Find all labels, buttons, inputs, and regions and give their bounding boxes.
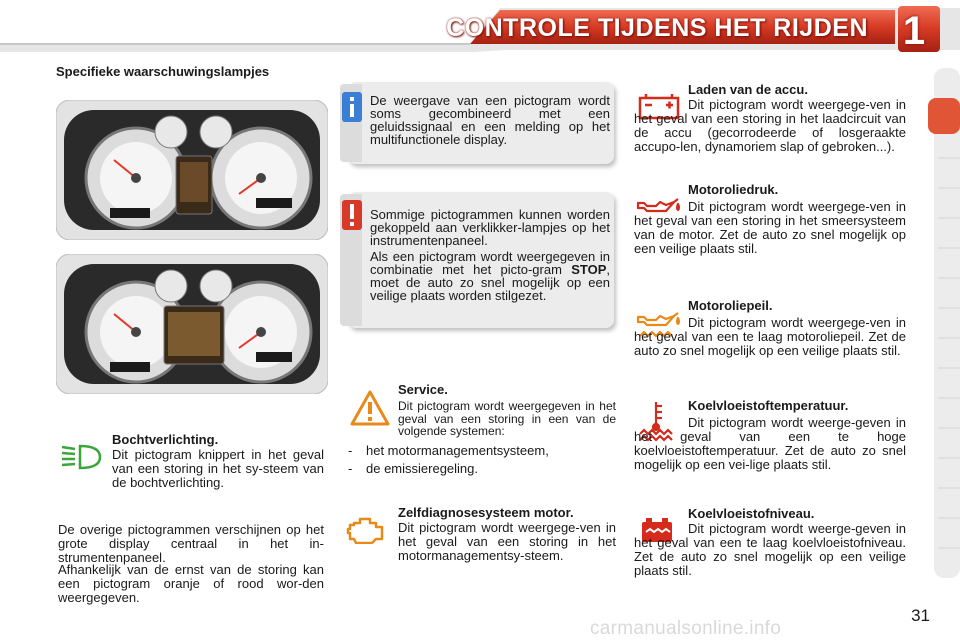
zelfdiagnose-text: Dit pictogram wordt weergege-ven in het geval van een storing in het motormanagementsy-steem. [398,520,616,563]
warning-note-para2-start: Als een pictogram wordt weergegeven in combinatie met het picto-gram [370,249,610,277]
bochtverlichting-text: Dit pictogram knippert in het geval van een storing in het sy-steem van de bochtverlichting. [112,447,324,490]
chapter-number: 1 [902,9,926,53]
exclamation-icon [342,200,362,230]
instrument-cluster-image-1 [56,100,328,240]
oliepeil-text: Dit pictogram wordt weergege-ven in het geval van een te laag motoroliepeil. Zet de auto zo snel mogelijk op een veilige plaats stil. [634,315,906,358]
engine-diagnostic-icon [346,514,386,544]
page-title: CONTROLE TIJDENS HET RIJDEN [446,14,868,42]
warning-note-para1: Sommige pictogrammen kunnen worden gekoppeld aan verklikker-lampjes op het instrumentenpaneel. [370,207,610,248]
info-icon [342,92,362,122]
zelfdiagnose-title: Zelfdiagnosesysteem motor. [398,505,574,520]
koelvloeistoftemp-text: Dit pictogram wordt weerge-geven in het geval van een te hoge koelvloeistoftemperatuur. Zet de auto zo snel mogelijk op een vei-lige plaats stil. [634,415,906,472]
info-note-text: De weergave van een pictogram wordt soms gecombineerd met een geluidssignaal en een melding op het multifunctionele display. [370,93,610,147]
accu-text: Dit pictogram wordt weergege-ven in het geval van een storing in het laadcircuit van de accu (gecorrodeerde of losgeraakte accupo-len, dynamoriem slap of gebroken...). [634,97,906,154]
general-para1: De overige pictogrammen verschijnen op het grote display centraal in het in-strumentenpaneel. [58,522,324,565]
chapter-tab-strip[interactable] [928,68,960,578]
accu-title: Laden van de accu. [688,82,808,97]
service-systems-list [344,444,614,479]
stop-keyword: STOP [571,262,607,277]
page-header [0,0,960,54]
general-para2: Afhankelijk van de ernst van de storing kan een pictogram oranje of rood wor-den weergegeven. [58,562,324,605]
warning-note-para2 [370,250,610,302]
page-number: 31 [911,606,930,625]
service-warning-icon [350,390,390,426]
watermark: carmanualsonline.info [590,618,782,639]
active-chapter-tab[interactable] [928,98,960,134]
bochtverlichting-title: Bochtverlichting. [112,432,219,447]
list-item: - het motormanagementsysteem, [344,444,614,458]
oliedruk-title: Motoroliedruk. [688,182,779,197]
service-text: Dit pictogram wordt weergegeven in het geval van een storing in een van de volgende systemen: [398,399,616,438]
service-title: Service. [398,382,448,397]
koelvloeistofniveau-text: Dit pictogram wordt weerge-geven in het geval van een te laag koelvloeistofniveau. Zet de auto zo snel mogelijk op een veilige plaats stil. [634,521,906,578]
section-title: Specifieke waarschuwingslampjes [56,64,270,79]
koelvloeistofniveau-title: Koelvloeistofniveau. [688,506,815,521]
instrument-cluster-image-2 [56,254,328,394]
oliedruk-text: Dit pictogram wordt weergege-ven in het geval van een storing in het smeersysteem van de motor. Zet de auto zo snel mogelijk op een veilige plaats stil. [634,199,906,256]
list-item: - de emissieregeling. [344,462,614,476]
warning-note-para2-end: , moet de auto zo snel mogelijk op een veilige plaats worden stilgezet. [370,262,610,303]
koelvloeistoftemp-title: Koelvloeistoftemperatuur. [688,398,849,413]
oliepeil-title: Motoroliepeil. [688,298,773,313]
cornering-light-icon [60,444,102,470]
